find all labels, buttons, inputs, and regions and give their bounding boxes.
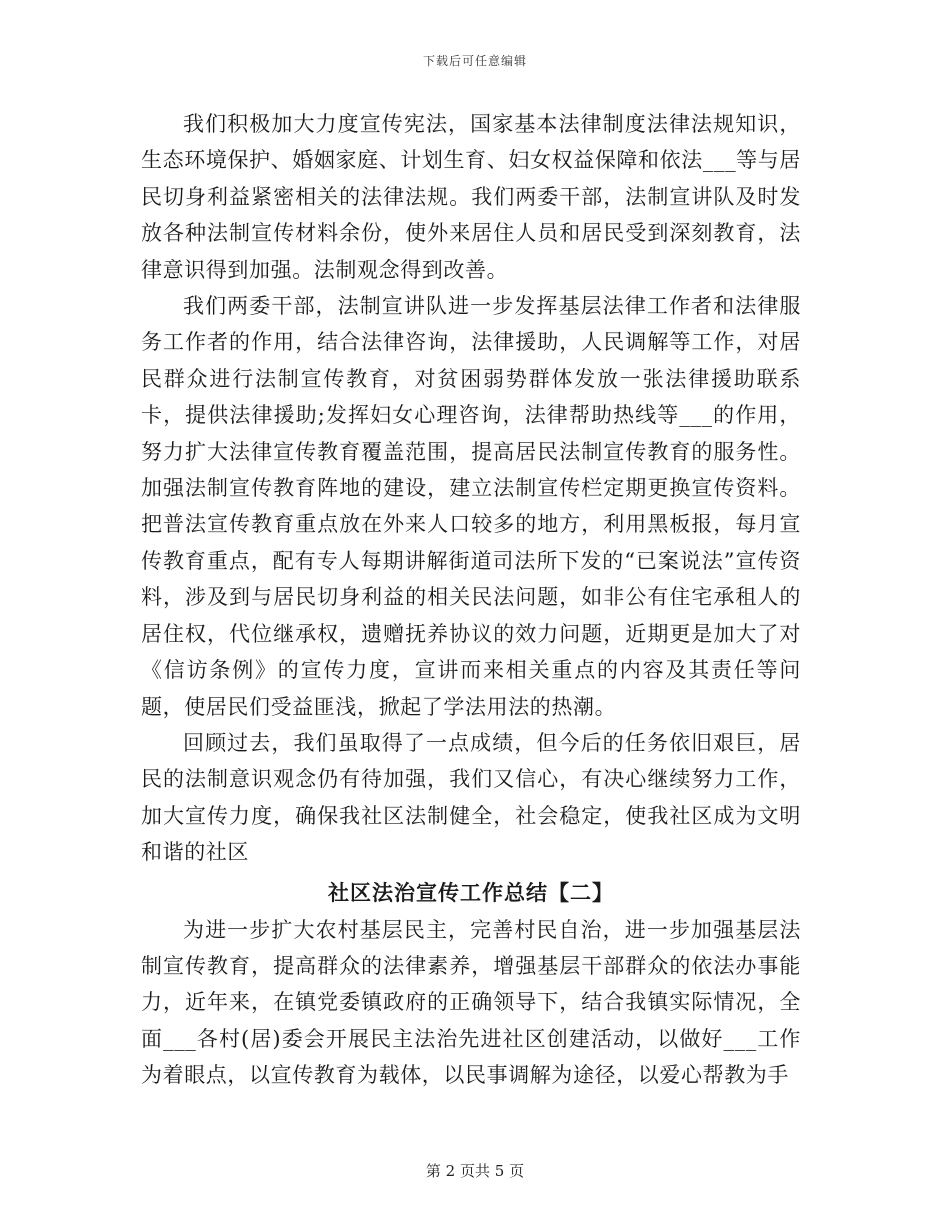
document-body — [141, 106, 801, 1094]
paragraph: 我们积极加大力度宣传宪法，国家基本法律制度法律法规知识，生态环境保护、婚姻家庭、计划生育、妇女权益保障和依法___等与居民切身利益紧密相关的法律法规。我们两委干部，法制宣讲队及时发放各种法制宣传材料余份，使外来居住人员和居民受到深刻教育，法律意识得到加强。法制观念得到改善。 — [141, 112, 801, 282]
section-title: 社区法治宣传工作总结【二】 — [328, 879, 614, 905]
page-number-footer: 第 2 页共 5 页 — [425, 1162, 525, 1180]
paragraph: 我们两委干部，法制宣讲队进一步发挥基层法律工作者和法律服务工作者的作用，结合法律咨询，法律援助，人民调解等工作，对居民群众进行法制宣传教育，对贫困弱势群体发放一张法律援助联系卡，提供法律援助;发挥妇女心理咨询，法律帮助热线等___的作用，努力扩大法律宣传教育覆盖范围，提高居民法制宣传教育的服务性。加强法制宣传教育阵地的建设，建立法制宣传栏定期更换宣传资料。把普法宣传教育重点放在外来人口较多的地方，利用黑板报，每月宣传教育重点，配有专人每期讲解街道司法所下发的“已案说法”宣传资料，涉及到与居民切身利益的相关民法问题，如非公有住宅承租人的居住权，代位继承权，遗赠抚养协议的效力问题，近期更是加大了对《信访条例》的宣传力度，宣讲而来相关重点的内容及其责任等问题，使居民们受益匪浅，掀起了学法用法的热潮。 — [141, 294, 801, 719]
page-header: 下载后可任意编辑 — [422, 54, 527, 68]
paragraph: 为进一步扩大农村基层民主，完善村民自治，进一步加强基层法制宣传教育，提高群众的法律素养，增强基层干部群众的依法办事能力，近年来，在镇党委镇政府的正确领导下，结合我镇实际情况，全面___各村(居)委会开展民主法治先进社区创建活动，以做好___工作为着眼点，以宣传教育为载体，以民事调解为途径，以爱心帮教为手 — [141, 917, 801, 1088]
paragraph: 回顾过去，我们虽取得了一点成绩，但今后的任务依旧艰巨，居民的法制意识观念仍有待加强，我们又信心，有决心继续努力工作，加大宣传力度，确保我社区法制健全，社会稳定，使我社区成为文明和谐的社区 — [141, 730, 801, 865]
